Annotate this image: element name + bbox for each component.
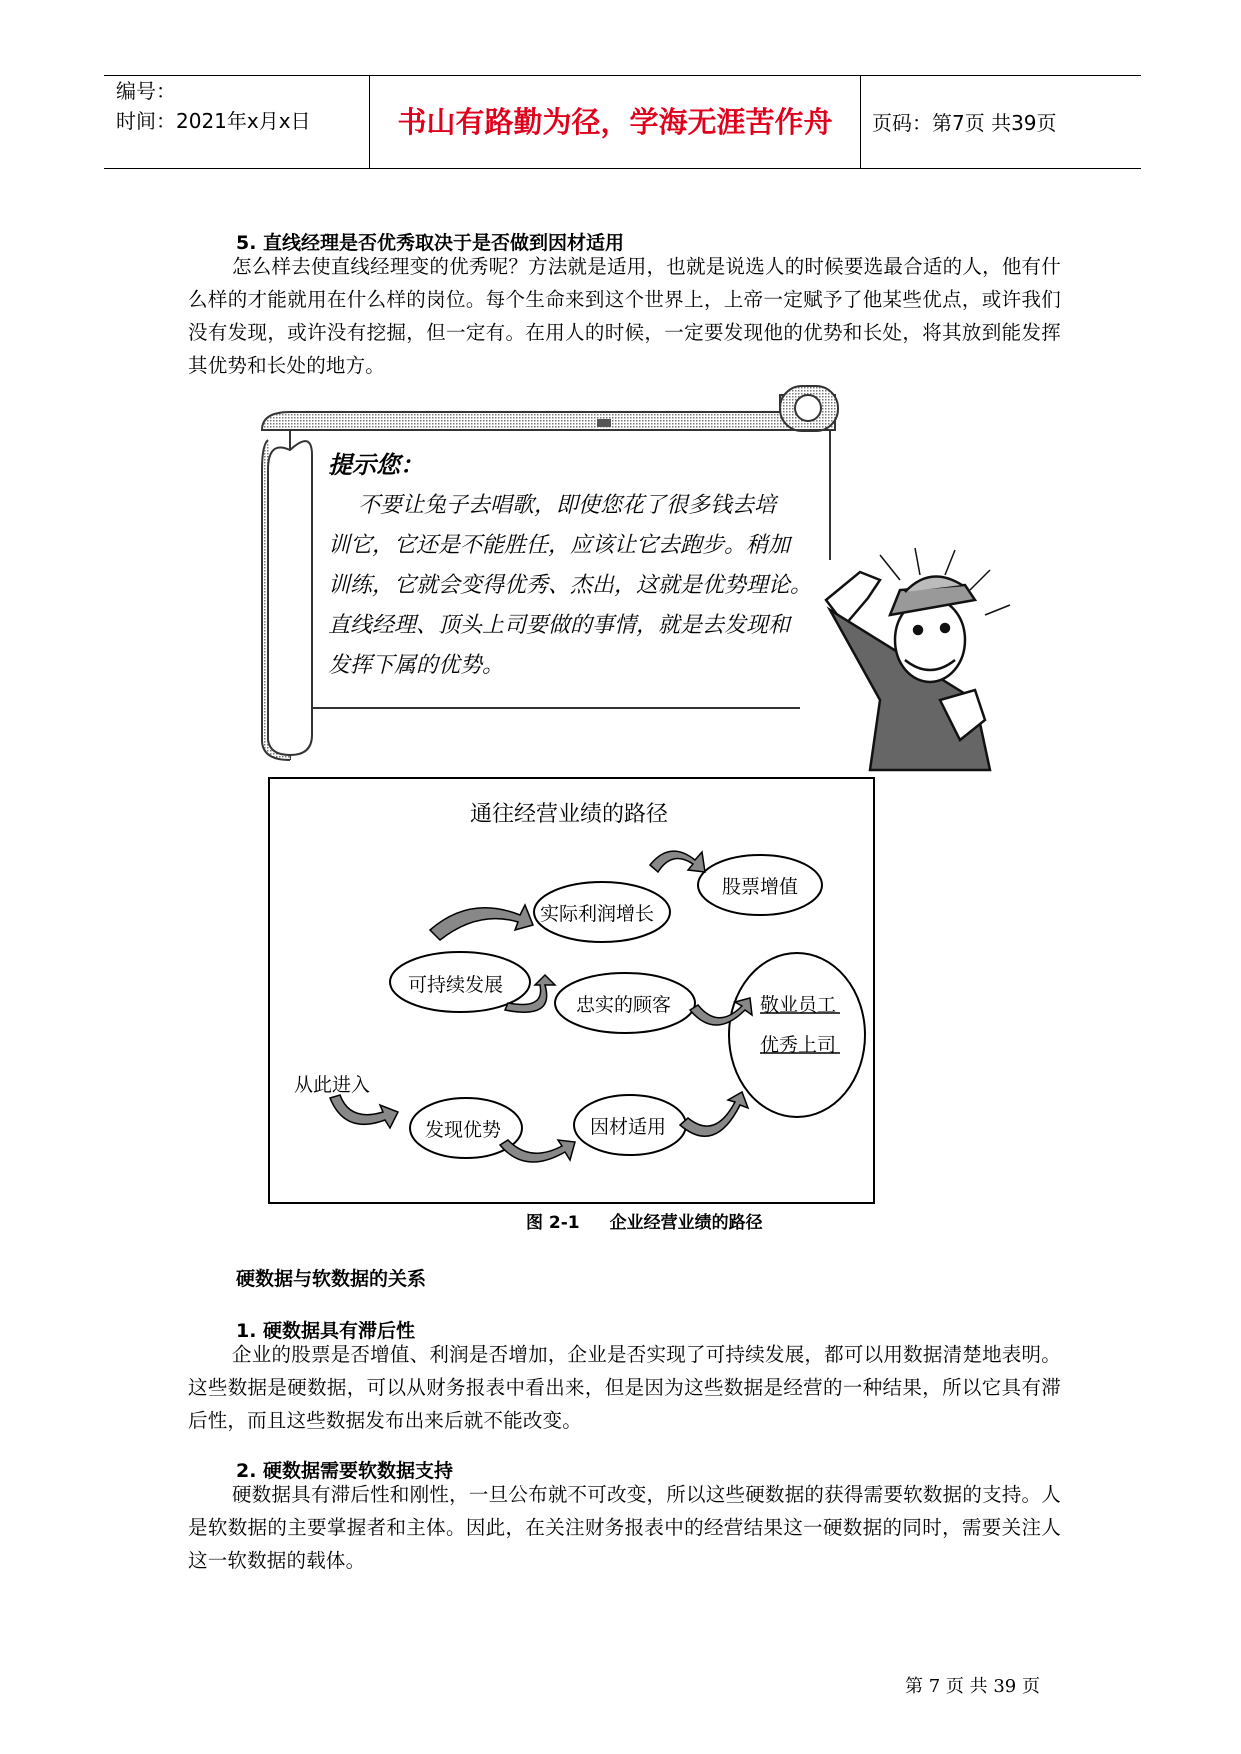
figure-caption-text: 企业经营业绩的路径: [609, 1213, 763, 1233]
header-page-info: 页码：第7页 共39页: [872, 111, 1057, 135]
header-time: 时间：2021年x月x日: [116, 109, 311, 133]
flow-stock: 股票增值: [722, 876, 799, 898]
scroll-line-3: 训练，它就会变得优秀、杰出，这就是优势理论。: [328, 573, 813, 598]
section5-paragraph: 怎么样去使直线经理变的优秀呢？方法就是适用，也就是说选人的时候要选最合适的人，他有什么样的才能就用在什么样的岗位。每个生命来到这个世界上，上帝一定赋予了他某些优点，或许我们没有发现，或许没有挖掘，但一定有。在用人的时候，一定要发现他的优势和长处，将其放到能发挥其优势和长处的地方。: [188, 255, 1061, 377]
flow-loyal: 忠实的顾客: [576, 994, 672, 1016]
cartoon-man-illustration: [826, 548, 1010, 770]
flow-entry: 从此进入: [294, 1074, 371, 1096]
flow-fit: 因材适用: [590, 1116, 667, 1138]
flow-sustain: 可持续发展: [408, 974, 504, 996]
section2-paragraph: 硬数据具有滞后性和刚性，一旦公布就不可改变，所以这些硬数据的获得需要软数据的支持。人是软数据的主要掌握者和主体。因此，在关注财务报表中的经营结果这一硬数据的同时，需要关注人这一软数据的载体。: [188, 1483, 1061, 1572]
flow-boss: 优秀上司: [760, 1034, 837, 1056]
section1-heading: 1. 硬数据具有滞后性: [236, 1320, 416, 1342]
footer-page: 第 7 页 共 39 页: [905, 1676, 1040, 1697]
header-number: 编号：: [116, 79, 176, 103]
scroll-line-1: 不要让兔子去唱歌，即使您花了很多钱去培: [358, 493, 777, 518]
figure-number: 图 2-1: [526, 1213, 580, 1233]
flow-title: 通往经营业绩的路径: [470, 802, 669, 827]
flow-staff: 敬业员工: [760, 994, 837, 1016]
scroll-line-5: 发挥下属的优势。: [328, 653, 505, 678]
figure-caption: [526, 1208, 763, 1233]
section1-paragraph: 企业的股票是否增值、利润是否增加，企业是否实现了可持续发展，都可以用数据清楚地表明。这些数据是硬数据，可以从财务报表中看出来，但是因为这些数据是经营的一种结果，所以它具有滞后性，而且这些数据发布出来后就不能改变。: [188, 1343, 1061, 1432]
section2-heading: 2. 硬数据需要软数据支持: [236, 1460, 454, 1482]
scroll-title: 提示您：: [328, 450, 424, 479]
flow-discover: 发现优势: [425, 1119, 502, 1141]
header-motto: 书山有路勤为径，学海无涯苦作舟: [397, 105, 833, 139]
scroll-line-2: 训它，它还是不能胜任，应该让它去跑步。稍加: [328, 533, 791, 558]
flow-profit: 实际利润增长: [540, 903, 655, 925]
relation-heading: 硬数据与软数据的关系: [236, 1268, 427, 1290]
section5-heading: 5. 直线经理是否优秀取决于是否做到因材适用: [236, 232, 625, 254]
scroll-line-4: 直线经理、顶头上司要做的事情，就是去发现和: [328, 613, 791, 638]
